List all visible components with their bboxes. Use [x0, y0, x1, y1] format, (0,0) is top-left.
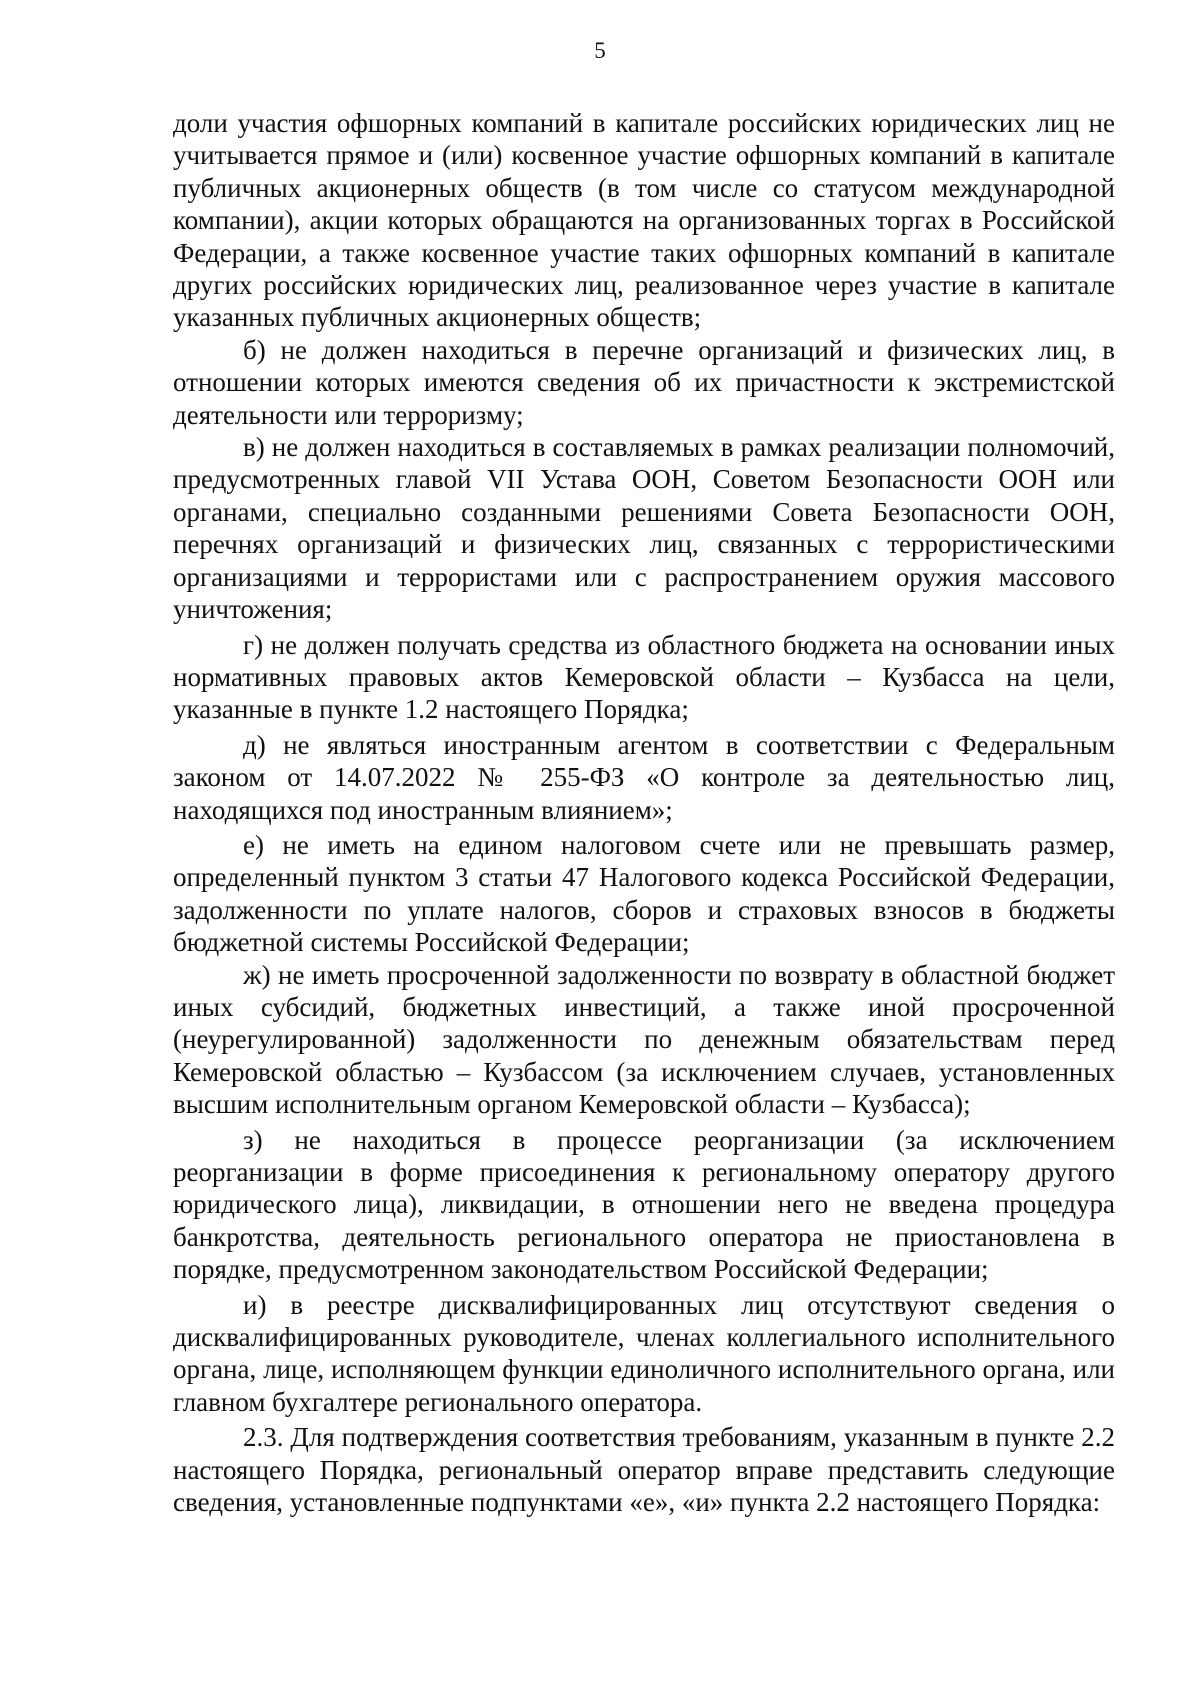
- paragraph-item-g: г) не должен получать средства из областного бюджета на основании иных нормативных правовых актов Кемеровской области – Кузбасса на цели, указанные в пункте 1.2 настоящего Порядка;: [173, 629, 1115, 725]
- paragraph-section-2-3: 2.3. Для подтверждения соответствия требованиям, указанным в пункте 2.2 настоящего Порядка, региональный оператор вправе представить следующие сведения, установленные подпунктами «е», «и» пункта 2.2 настоящего Порядка:: [173, 1422, 1115, 1518]
- document-body: [173, 107, 1115, 1518]
- paragraph-item-e: е) не иметь на едином налоговом счете или не превышать размер, определенный пунктом 3 статьи 47 Налогового кодекса Российской Федерации, задолженности по уплате налогов, сборов и страховых взносов в бюджеты бюджетной системы Российской Федерации;: [173, 829, 1115, 958]
- paragraph-item-d: д) не являться иностранным агентом в соответствии с Федеральным законом от 14.07.2022 № 255-ФЗ «О контроле за деятельностью лиц, находящихся под иностранным влиянием»;: [173, 729, 1115, 825]
- paragraph-item-i: и) в реестре дисквалифицированных лиц отсутствуют сведения о дисквалифицированных руководителе, членах коллегиального исполнительного органа, лице, исполняющем функции единоличного исполнительного органа, или главном бухгалтере регионального оператора.: [173, 1289, 1115, 1417]
- paragraph-item-b: б) не должен находиться в перечне организаций и физических лиц, в отношении которых имеются сведения об их причастности к экстремистской деятельности или терроризму;: [173, 334, 1115, 430]
- paragraph-item-zh: ж) не иметь просроченной задолженности по возврату в областной бюджет иных субсидий, бюджетных инвестиций, а также иной просроченной (неурегулированной) задолженности по денежным обязательствам перед Кемеровской областью – Кузбассом (за исключением случаев, установленных высшим исполнительным органом Кемеровской области – Кузбасса);: [173, 959, 1115, 1120]
- paragraph-item-v: в) не должен находиться в составляемых в рамках реализации полномочий, предусмотренных главой VII Устава ООН, Советом Безопасности ООН или органами, специально созданными решениями Совета Безопасности ООН, перечнях организаций и физических лиц, связанных с террористическими организациями и террористами или с распространением оружия массового уничтожения;: [173, 432, 1115, 625]
- paragraph-item-z: з) не находиться в процессе реорганизации (за исключением реорганизации в форме присоединения к региональному оператору другого юридического лица), ликвидации, в отношении него не введена процедура банкротства, деятельность регионального оператора не приостановлена в порядке, предусмотренном законодательством Российской Федерации;: [173, 1124, 1115, 1285]
- page-number: 5: [594, 38, 606, 63]
- paragraph-offshore-participation: доли участия офшорных компаний в капитале российских юридических лиц не учитывается прямое и (или) косвенное участие офшорных компаний в капитале публичных акционерных обществ (в том числе со статусом международной компании), акции которых обращаются на организованных торгах в Российской Федерации, а также косвенное участие таких офшорных компаний в капитале других российских юридических лиц, реализованное через участие в капитале указанных публичных акционерных обществ;: [173, 108, 1115, 333]
